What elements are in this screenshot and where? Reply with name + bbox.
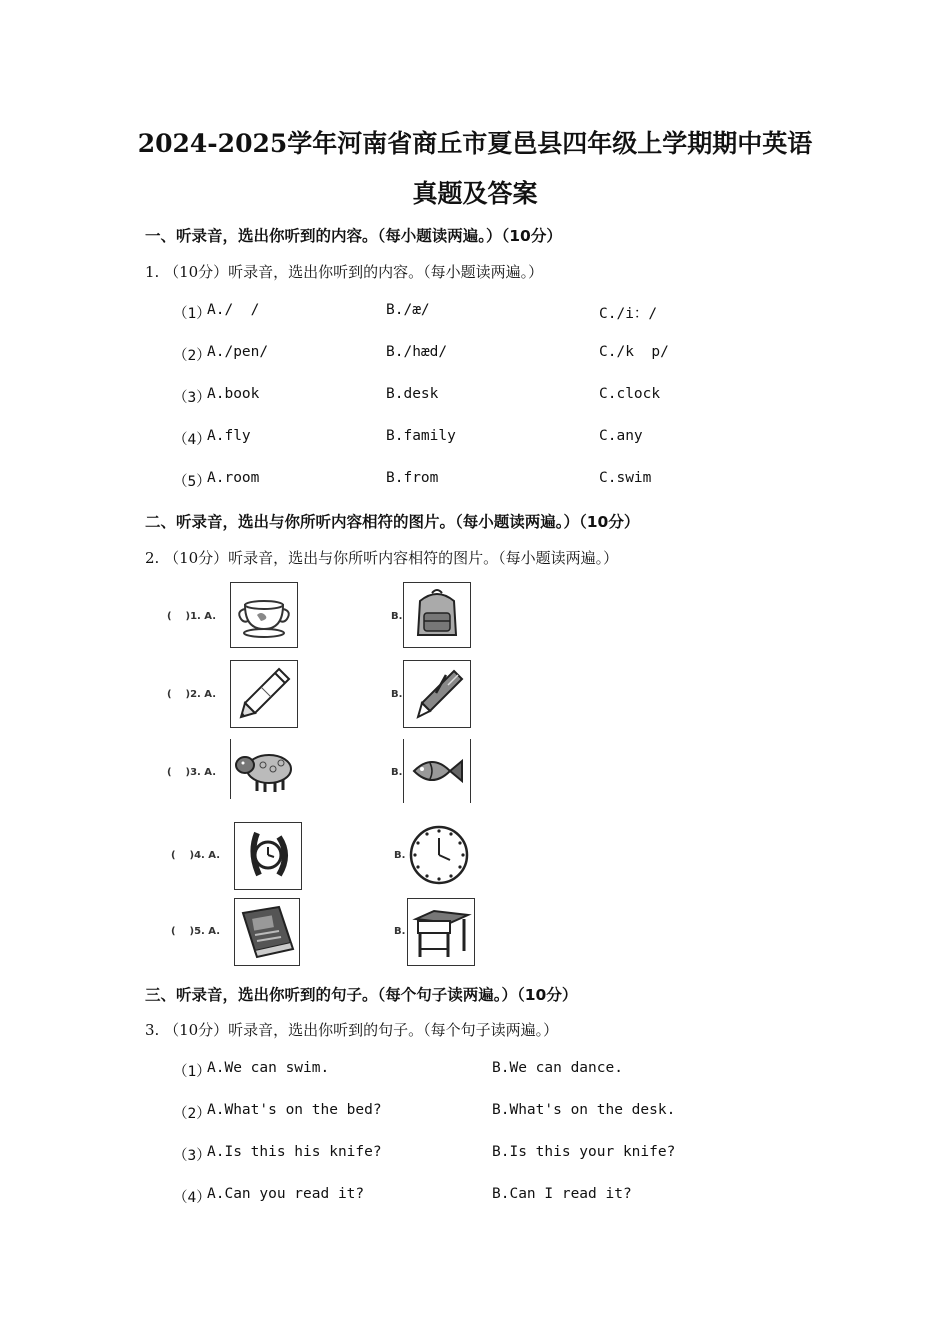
option-c: C.clock (599, 386, 661, 402)
schoolbag-icon (403, 582, 471, 648)
option-c: C./i：/ (599, 306, 658, 322)
option-c: C.swim (599, 470, 652, 486)
option-c: C.any (599, 428, 643, 444)
option-b: B.Can I read it? (492, 1186, 632, 1202)
book-icon (234, 898, 300, 966)
section1-heading: 一、听录音，选出你听到的内容。（每小题读两遍。）（10分） (145, 227, 562, 245)
item-number: （1） (173, 306, 211, 322)
sheep-icon (230, 739, 297, 799)
picture-row-label: ( )5. A. (171, 926, 221, 937)
picture-row-label: ( )2. A. (167, 689, 217, 700)
option-a: A.room (207, 470, 260, 486)
option-b: B.from (386, 470, 439, 486)
option-b: B.desk (386, 386, 439, 402)
picture-option-b-label: B. (391, 767, 403, 778)
option-b: B.What's on the desk. (492, 1102, 676, 1118)
item-number: （1） (173, 1064, 211, 1080)
item-number: （2） (173, 348, 211, 364)
option-a: A.fly (207, 428, 251, 444)
section2-heading: 二、听录音，选出与你所听内容相符的图片。（每小题读两遍。）（10分） (145, 513, 640, 531)
section2-question: 2. （10分）听录音，选出与你所听内容相符的图片。（每小题读两遍。） (145, 549, 619, 567)
picture-option-b-label: B. (391, 689, 403, 700)
teacup-icon (230, 582, 298, 648)
section3-heading: 三、听录音，选出你听到的句子。（每个句子读两遍。）（10分） (145, 986, 578, 1004)
pencil-icon (230, 660, 298, 728)
section1-question: 1. （10分）听录音，选出你听到的内容。（每小题读两遍。） (145, 263, 544, 281)
item-number: （3） (173, 390, 211, 406)
item-number: （5） (173, 474, 211, 490)
item-number: （3） (173, 1148, 211, 1164)
option-b: B.Is this your knife? (492, 1144, 676, 1160)
option-b: B./hæd/ (386, 344, 448, 360)
fish-icon (403, 739, 471, 803)
option-a: A.Is this his knife? (207, 1144, 382, 1160)
picture-option-b-label: B. (391, 611, 403, 622)
document-title-line1: 2024-2025学年河南省商丘市夏邑县四年级上学期期中英语 (137, 129, 813, 158)
option-a: A./pen/ (207, 344, 269, 360)
item-number: （2） (173, 1106, 211, 1122)
picture-row-label: ( )3. A. (167, 767, 217, 778)
picture-row-label: ( )1. A. (167, 611, 217, 622)
watch-icon (234, 822, 302, 890)
pen-icon (403, 660, 471, 728)
picture-option-b-label: B. (394, 850, 406, 861)
picture-option-b-label: B. (394, 926, 406, 937)
option-a: A./ / (207, 302, 260, 318)
item-number: （4） (173, 432, 211, 448)
document-title-line2: 真题及答案 (412, 179, 538, 208)
section3-question: 3. （10分）听录音，选出你听到的句子。（每个句子读两遍。） (145, 1021, 559, 1039)
option-a: A.Can you read it? (207, 1186, 365, 1202)
option-c: C./k p/ (599, 344, 669, 360)
option-a: A.book (207, 386, 260, 402)
clock-icon (406, 822, 472, 888)
option-a: A.We can swim. (207, 1060, 330, 1076)
option-a: A.What's on the bed? (207, 1102, 382, 1118)
picture-row-label: ( )4. A. (171, 850, 221, 861)
item-number: （4） (173, 1190, 211, 1206)
desk-icon (407, 898, 475, 966)
option-b: B./æ/ (386, 302, 430, 318)
option-b: B.We can dance. (492, 1060, 623, 1076)
option-b: B.family (386, 428, 456, 444)
